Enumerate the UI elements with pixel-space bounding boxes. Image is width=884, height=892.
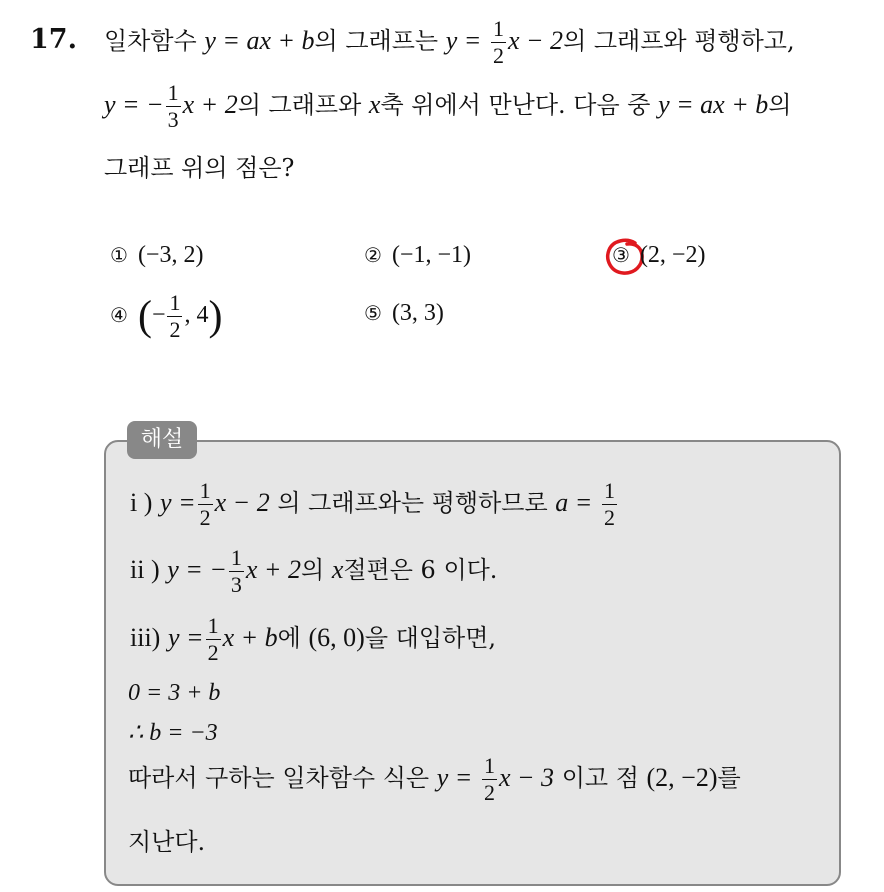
question-text: 축 위에서 만난다. 다음 중 bbox=[380, 91, 659, 119]
fraction-denominator: 3 bbox=[167, 107, 179, 132]
fraction-numerator: 1 bbox=[167, 80, 179, 105]
math-expression: y = ax + b bbox=[658, 90, 769, 119]
step-label: i ) bbox=[130, 488, 153, 517]
choice-2[interactable] bbox=[364, 242, 471, 269]
fraction-numerator: 1 bbox=[199, 478, 211, 503]
math-expression: y = − bbox=[104, 90, 164, 119]
paren-open: ( bbox=[137, 293, 152, 340]
solution-tag: 해설 bbox=[127, 421, 197, 459]
fraction-numerator: 1 bbox=[603, 478, 615, 503]
choice-marker: ④ bbox=[110, 303, 128, 328]
fraction-denominator: 2 bbox=[483, 780, 495, 805]
fraction bbox=[167, 292, 182, 341]
solution-step-3 bbox=[130, 615, 496, 664]
choice-3[interactable] bbox=[612, 242, 705, 269]
solution-text: 에 bbox=[277, 624, 309, 652]
math-expression: x + 2 bbox=[182, 90, 238, 119]
math-expression: a = bbox=[555, 488, 593, 517]
math-expression: y = bbox=[436, 763, 473, 792]
fraction bbox=[491, 18, 506, 67]
math-expression: x + b bbox=[222, 623, 278, 652]
fraction bbox=[602, 480, 617, 529]
solution-step-1 bbox=[130, 480, 619, 529]
choice-marker: ⑤ bbox=[364, 301, 382, 325]
fraction-denominator: 2 bbox=[169, 317, 181, 342]
math-variable: x bbox=[331, 555, 344, 584]
solution-text: 의 그래프와는 평행하므로 bbox=[269, 489, 556, 517]
solution-step-2 bbox=[130, 547, 497, 596]
fraction bbox=[482, 755, 497, 804]
fraction-denominator: 2 bbox=[207, 640, 219, 665]
choice-marker: ③ bbox=[612, 243, 630, 267]
math-expression: y = − bbox=[167, 555, 227, 584]
question-line-1 bbox=[104, 18, 795, 67]
choice-marker: ① bbox=[110, 243, 128, 267]
fraction bbox=[166, 82, 181, 131]
solution-text: 을 대입하면, bbox=[364, 624, 497, 652]
math-point: (6, 0) bbox=[308, 623, 365, 652]
fraction-numerator: 1 bbox=[207, 613, 219, 638]
math-point: (2, −2) bbox=[646, 763, 718, 792]
fraction-numerator: 1 bbox=[483, 753, 495, 778]
fraction-numerator: 1 bbox=[230, 545, 242, 570]
fraction-denominator: 2 bbox=[603, 505, 615, 530]
solution-text: 따라서 구하는 일차함수 식은 bbox=[128, 764, 437, 792]
math-expression: y = bbox=[160, 488, 196, 517]
step-label: iii) bbox=[130, 623, 161, 652]
choice-marker: ② bbox=[364, 243, 382, 267]
solution-text: 를 bbox=[717, 764, 741, 792]
choice-5[interactable] bbox=[364, 300, 444, 327]
choice-value: (−3, 2) bbox=[137, 242, 204, 268]
question-line-2 bbox=[104, 82, 791, 131]
fraction bbox=[206, 615, 221, 664]
math-expression: y = bbox=[445, 26, 482, 55]
solution-text: 의 bbox=[300, 556, 332, 584]
math-expression: x − 2 bbox=[214, 488, 270, 517]
choice-1[interactable] bbox=[110, 242, 203, 269]
choice-4[interactable] bbox=[110, 292, 222, 341]
fraction-numerator: 1 bbox=[492, 16, 504, 41]
choice-value: (−1, −1) bbox=[391, 242, 471, 268]
fraction-numerator: 1 bbox=[169, 290, 181, 315]
solution-step-6 bbox=[128, 755, 741, 804]
question-text: 의 그래프와 평행하고, bbox=[563, 27, 795, 55]
solution-step-7: 지난다. bbox=[128, 828, 206, 856]
question-number: 17. bbox=[30, 24, 77, 55]
fraction-denominator: 2 bbox=[199, 505, 211, 530]
solution-step-5: ∴ b = −3 bbox=[128, 720, 218, 746]
fraction-denominator: 3 bbox=[230, 572, 242, 597]
math-variable: x bbox=[368, 90, 381, 119]
question-text: 의 그래프와 bbox=[237, 91, 369, 119]
solution-text: 절편은 6 이다. bbox=[343, 556, 498, 584]
solution-step-4: 0 = 3 + b bbox=[128, 680, 221, 706]
math-expression: x + 2 bbox=[245, 555, 301, 584]
math-expression: y = ax + b bbox=[204, 26, 315, 55]
choice-value: (2, −2) bbox=[639, 242, 706, 268]
question-text: 의 bbox=[768, 91, 792, 119]
choice-value: (3, 3) bbox=[391, 300, 444, 326]
paren-close: ) bbox=[208, 293, 223, 340]
solution-text: 이고 점 bbox=[554, 764, 647, 792]
question-line-3: 그래프 위의 점은? bbox=[104, 154, 295, 182]
fraction bbox=[229, 547, 244, 596]
math-expression: y = bbox=[167, 623, 204, 652]
fraction-denominator: 2 bbox=[492, 43, 504, 68]
question-text: 의 그래프는 bbox=[314, 27, 446, 55]
math-expression: x − 3 bbox=[498, 763, 555, 792]
math-expression: x − 2 bbox=[507, 26, 564, 55]
choice-value: − bbox=[151, 302, 166, 329]
question-text: 일차함수 bbox=[104, 27, 205, 55]
choice-value: , 4 bbox=[184, 302, 209, 329]
fraction bbox=[198, 480, 213, 529]
step-label: ii ) bbox=[130, 555, 160, 584]
